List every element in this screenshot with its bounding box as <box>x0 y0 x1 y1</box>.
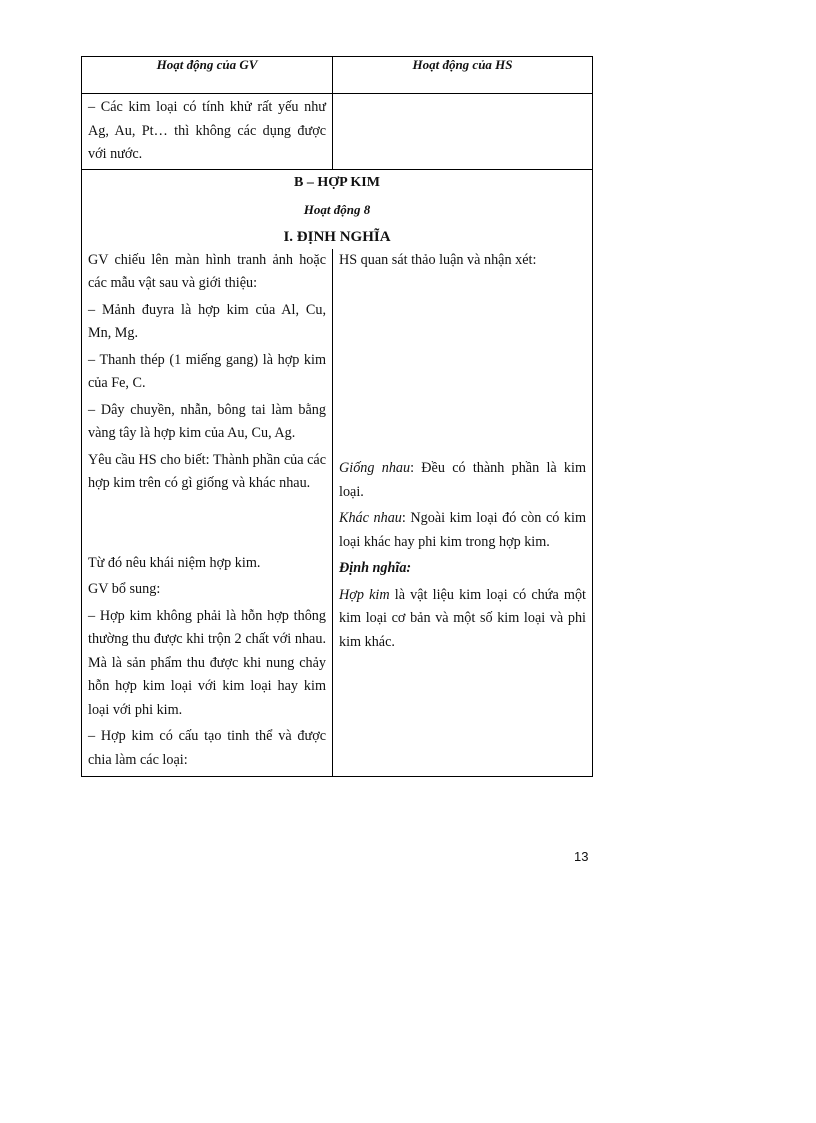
row1-gv-text: – Các kim loại có tính khử rất yếu như Ag, Au, Pt… thì không các dụng được với nước. <box>88 99 326 162</box>
lesson-table <box>81 56 593 777</box>
table-header-row <box>82 57 593 94</box>
hs-paragraph <box>339 457 586 504</box>
giong-nhau-label: Giống nhau <box>339 460 411 476</box>
gv-column <box>82 249 333 777</box>
hop-kim-label: Hợp kim <box>339 586 390 603</box>
activity-title: Hoạt động 8 <box>303 201 371 217</box>
definition-label: Định nghĩa: <box>339 560 412 576</box>
hop-kim-text: là vật liệu kim loại có chứa một kim loại cơ bản và một số kim loại và phi kim khác. <box>339 586 586 650</box>
hs-paragraph: HS quan sát thảo luận và nhận xét: <box>339 251 537 268</box>
gv-paragraph: – Mảnh đuyra là hợp kim của Al, Cu, Mn, Mg. <box>88 301 326 341</box>
gv-paragraph: GV bổ sung: <box>88 581 161 597</box>
khac-nhau-label: Khác nhau <box>339 510 402 526</box>
header-hs: Hoạt động của HS <box>333 57 593 94</box>
section-title: B – HỢP KIM <box>294 174 380 190</box>
hs-paragraph <box>339 584 586 655</box>
gv-paragraph: – Thanh thép (1 miếng gang) là hợp kim của Fe, C. <box>88 351 326 391</box>
hs-paragraph <box>339 507 586 554</box>
section-heading-cell <box>82 169 593 249</box>
table-row <box>82 249 593 777</box>
gv-paragraph: GV chiếu lên màn hình tranh ảnh hoặc các mẫu vật sau và giới thiệu: <box>88 251 326 291</box>
section-row <box>82 169 593 249</box>
gv-paragraph: Yêu cầu HS cho biết: Thành phần của các hợp kim trên có gì giống và khác nhau. <box>88 451 326 491</box>
page-number: 13 <box>574 849 589 864</box>
row1-hs-cell <box>333 94 593 170</box>
header-gv: Hoạt động của GV <box>82 57 333 94</box>
gv-paragraph: – Hợp kim không phải là hỗn hợp thông thường thu được khi trộn 2 chất với nhau. Mà là sản phẩm thu được khi nung chảy hỗn hợp kim loại với kim loại hay kim loại với phi kim. <box>88 607 326 718</box>
giong-nhau-text: : Đều có thành phần là kim loại. <box>339 460 587 500</box>
hs-column <box>333 249 593 777</box>
khac-nhau-text: : Ngoài kim loại đó còn có kim loại khác hay phi kim trong hợp kim. <box>339 510 587 550</box>
gv-paragraph: Từ đó nêu khái niệm hợp kim. <box>88 554 261 571</box>
table-row <box>82 94 593 170</box>
gv-paragraph: – Dây chuyền, nhẫn, bông tai làm bằng vàng tây là hợp kim của Au, Cu, Ag. <box>88 401 326 441</box>
gv-paragraph: – Hợp kim có cấu tạo tinh thể và được chia làm các loại: <box>88 728 326 768</box>
row1-gv-cell <box>82 94 333 170</box>
subsection-title: I. ĐỊNH NGHĨA <box>283 228 391 245</box>
